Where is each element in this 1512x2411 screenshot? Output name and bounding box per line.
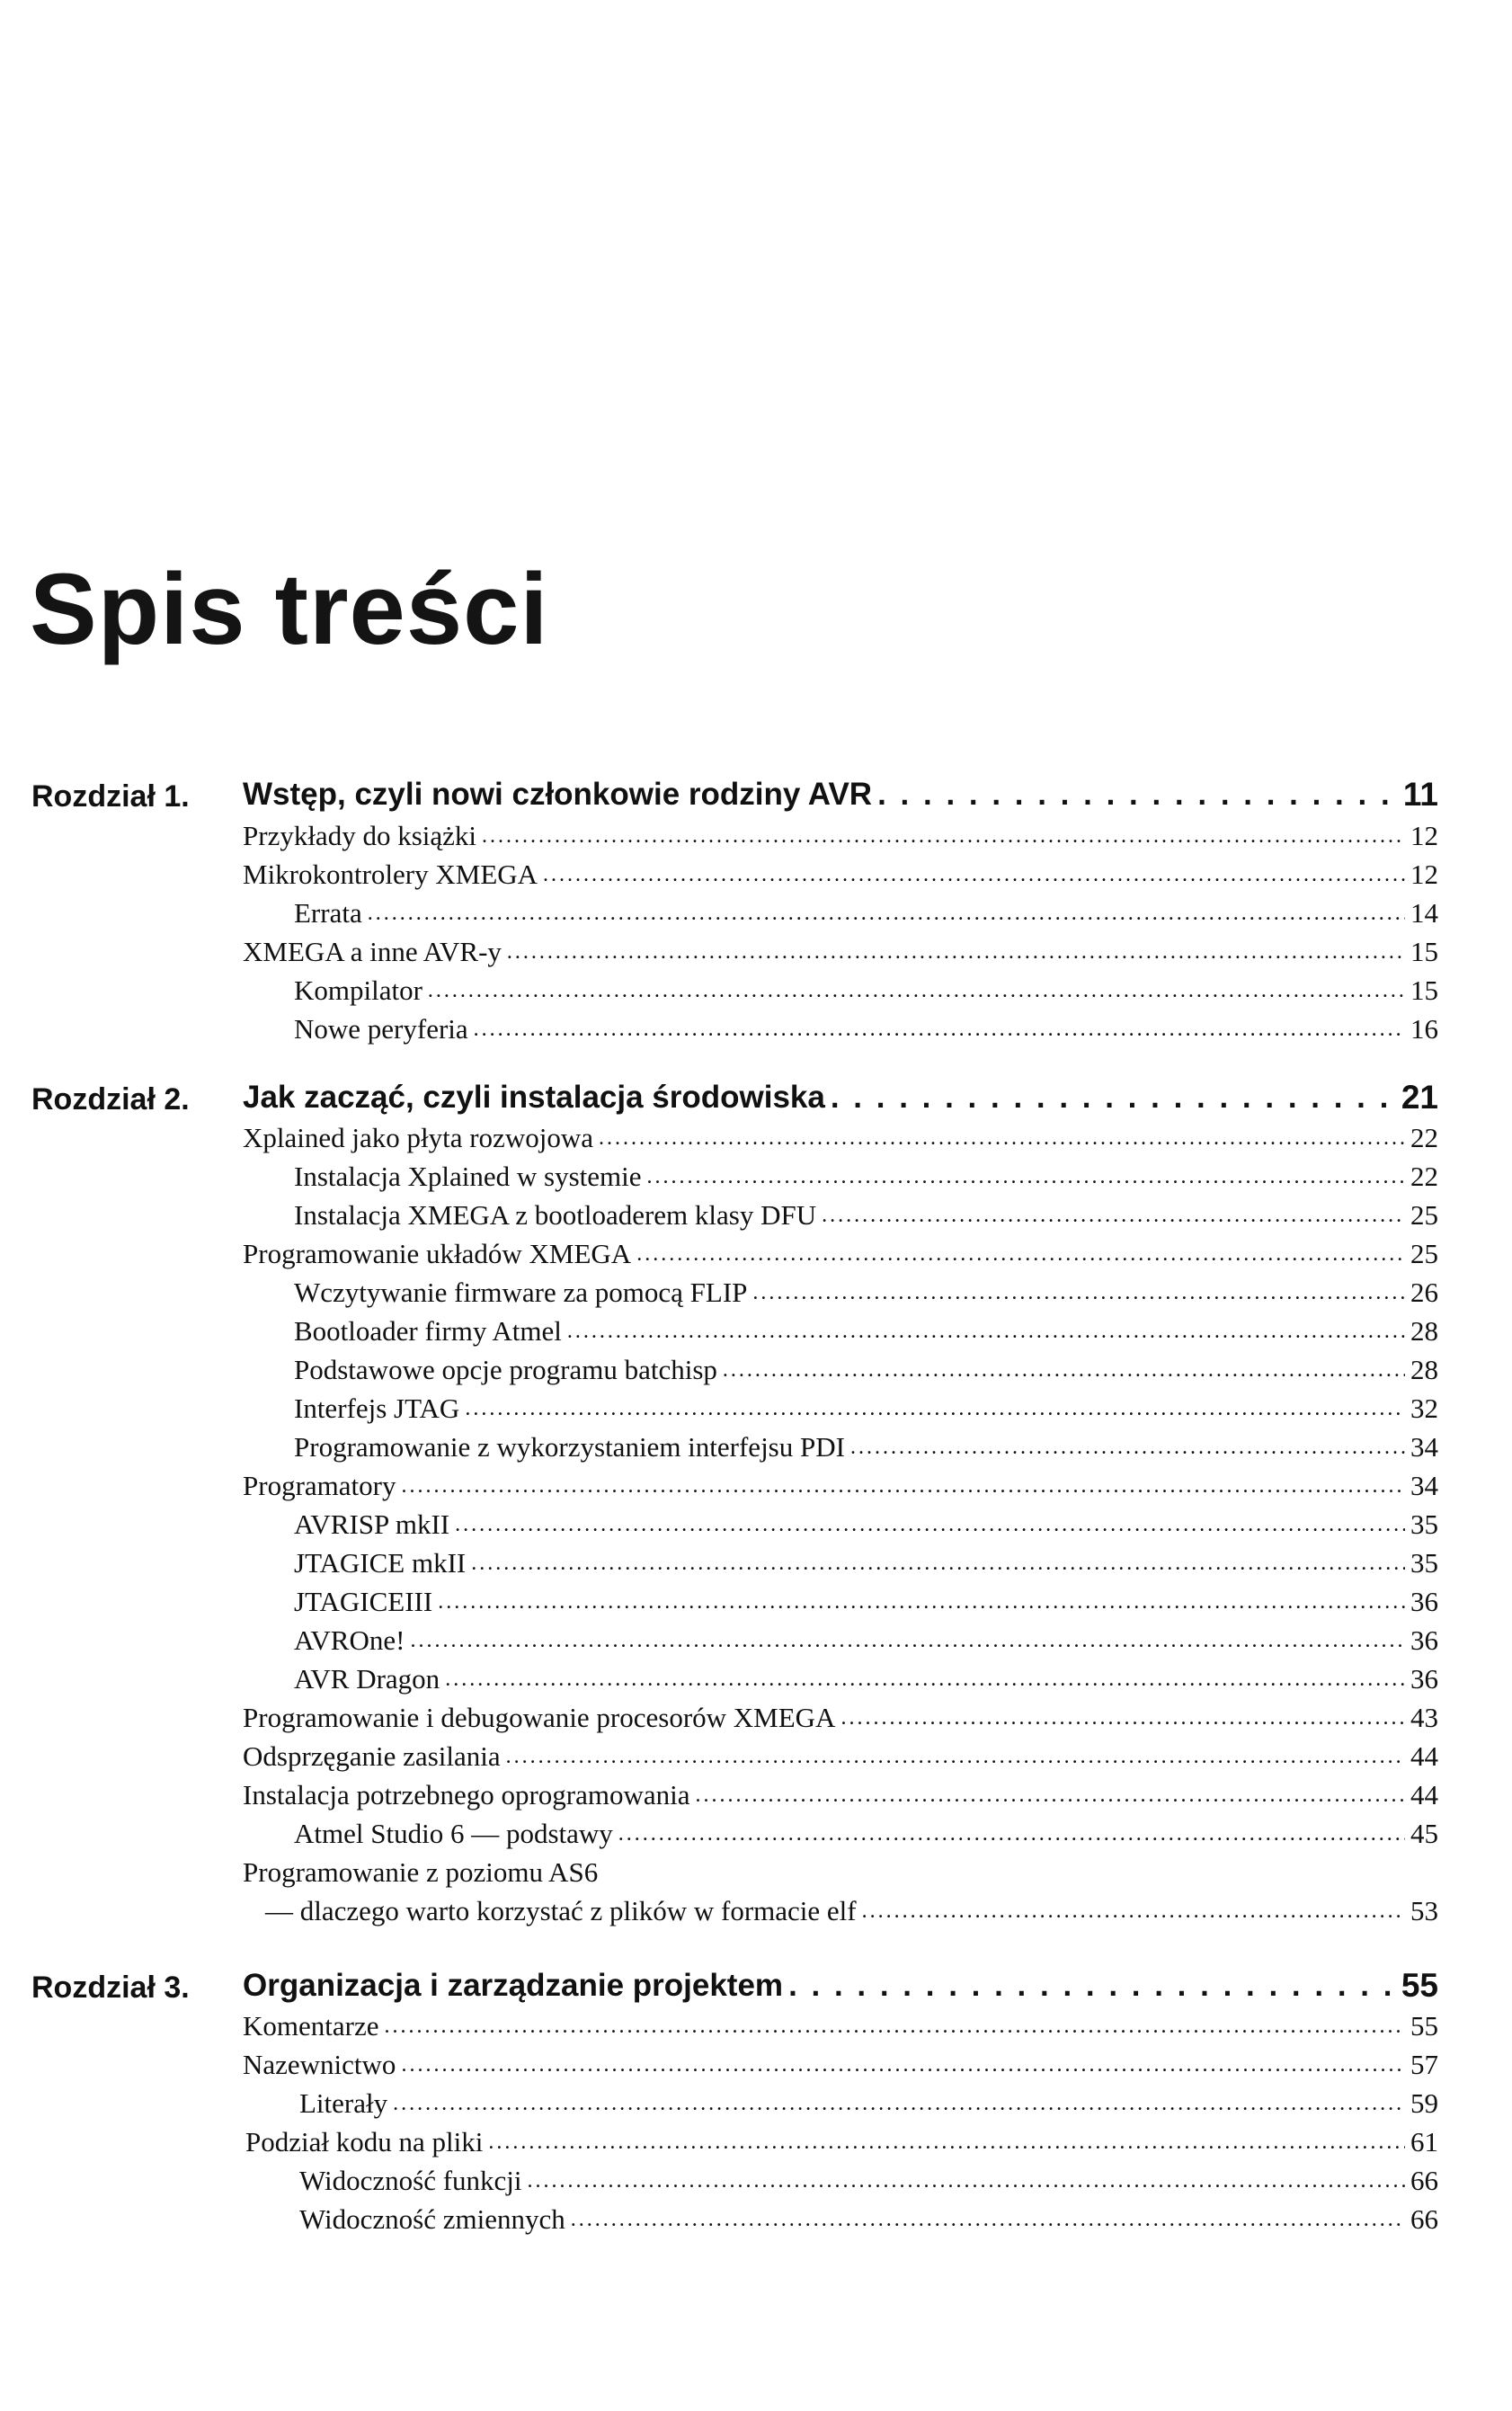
entry-title: Mikrokontrolery XMEGA [243, 859, 538, 890]
entry-title: Nowe peryferia [294, 1013, 468, 1045]
page-number: 44 [1410, 1779, 1438, 1810]
entry-title: AVROne! [294, 1624, 405, 1656]
dot-leader [445, 1659, 1405, 1699]
toc-entry[interactable] [294, 1312, 1438, 1351]
dot-leader [488, 2122, 1405, 2162]
chapter-heading[interactable] [243, 1078, 1438, 1117]
dot-leader [368, 894, 1405, 933]
page-number: 53 [1410, 1895, 1438, 1926]
toc-entry[interactable] [294, 1659, 1438, 1699]
toc-entry[interactable] [243, 2006, 1438, 2046]
page-number: 12 [1410, 859, 1438, 890]
dot-leader [428, 971, 1405, 1010]
entry-title: JTAGICE mkII [294, 1547, 467, 1579]
dot-leader [831, 1078, 1396, 1117]
dot-leader [877, 775, 1398, 814]
entry-title: Komentarze [243, 2010, 379, 2042]
toc-entry[interactable] [299, 2084, 1438, 2123]
toc-entry[interactable] [265, 1891, 1438, 1931]
dot-leader [599, 1118, 1405, 1158]
dot-leader [850, 1428, 1405, 1467]
toc-entry[interactable] [243, 816, 1438, 856]
page-number: 15 [1410, 936, 1438, 967]
toc-entry[interactable] [243, 1698, 1438, 1738]
toc-entry[interactable] [299, 2200, 1438, 2239]
dot-leader [618, 1814, 1405, 1854]
dot-leader [840, 1698, 1405, 1738]
page-number: 26 [1410, 1277, 1438, 1308]
page-number: 34 [1410, 1470, 1438, 1501]
dot-leader [384, 2006, 1405, 2046]
toc-entry[interactable] [294, 1621, 1438, 1660]
page-number: 57 [1410, 2049, 1438, 2080]
toc-entry[interactable] [294, 1814, 1438, 1854]
page-number: 28 [1410, 1315, 1438, 1347]
page-number: 15 [1410, 974, 1438, 1006]
chapter-label: Rozdział 2. [31, 1082, 190, 1117]
entry-title: AVR Dragon [294, 1663, 440, 1695]
entry-title: Programowanie układów XMEGA [243, 1238, 632, 1269]
entry-title: Programowanie i debugowanie procesorów XMEGA [243, 1702, 836, 1733]
page-number: 45 [1410, 1818, 1438, 1849]
toc-entry[interactable] [299, 2161, 1438, 2201]
dot-leader [571, 2200, 1405, 2239]
entry-title: Instalacja potrzebnego oprogramowania [243, 1779, 690, 1810]
entry-title: Errata [294, 897, 362, 929]
dot-leader [410, 1621, 1405, 1660]
entry-title: Atmel Studio 6 — podstawy [294, 1818, 613, 1849]
entry-title: Programowanie z wykorzystaniem interfejsu PDI [294, 1431, 845, 1463]
entry-title: Widoczność funkcji [299, 2165, 522, 2196]
entry-title: Programatory [243, 1470, 396, 1501]
entry-title: Instalacja Xplained w systemie [294, 1161, 642, 1192]
chapter-title: Organizacja i zarządzanie projektem [243, 1968, 784, 2003]
page-number: 55 [1401, 1967, 1438, 2004]
toc-entry[interactable] [294, 1505, 1438, 1544]
page-title: Spis treści [30, 553, 549, 665]
page-number: 22 [1410, 1161, 1438, 1192]
dot-leader [506, 1737, 1405, 1776]
entry-title: XMEGA a inne AVR-y [243, 936, 502, 967]
dot-leader [862, 1891, 1405, 1931]
chapter-heading[interactable] [243, 775, 1438, 814]
toc-entry[interactable] [294, 1428, 1438, 1467]
dot-leader [752, 1273, 1405, 1312]
page-number: 25 [1410, 1238, 1438, 1269]
page-number: 12 [1410, 820, 1438, 851]
page-number: 36 [1410, 1624, 1438, 1656]
dot-leader [401, 2045, 1405, 2085]
toc-entry[interactable] [294, 1544, 1438, 1583]
chapter-label: Rozdział 3. [31, 1971, 190, 2005]
toc-entry[interactable] [243, 2045, 1438, 2085]
entry-title: — dlaczego warto korzystać z plików w formacie elf [265, 1895, 857, 1926]
page-number: 34 [1410, 1431, 1438, 1463]
page-number: 16 [1410, 1013, 1438, 1045]
page-number: 36 [1410, 1586, 1438, 1617]
dot-leader [696, 1775, 1405, 1815]
dot-leader [567, 1312, 1405, 1351]
entry-title: Kompilator [294, 974, 422, 1006]
entry-title: Interfejs JTAG [294, 1392, 460, 1424]
page-number: 36 [1410, 1663, 1438, 1695]
dot-leader [482, 816, 1405, 856]
page-number: 32 [1410, 1392, 1438, 1424]
page-number: 22 [1410, 1122, 1438, 1153]
page-number: 35 [1410, 1547, 1438, 1579]
chapter-label: Rozdział 1. [31, 779, 190, 814]
chapter-heading[interactable] [243, 1966, 1438, 2006]
dot-leader [723, 1350, 1405, 1390]
toc-entry[interactable] [294, 894, 1438, 933]
toc-entry[interactable] [294, 1389, 1438, 1428]
entry-title: Widoczność zmiennych [299, 2203, 565, 2235]
dot-leader [438, 1582, 1405, 1622]
dot-leader [636, 1234, 1405, 1274]
page-number: 59 [1410, 2087, 1438, 2119]
page-number: 35 [1410, 1508, 1438, 1540]
toc-entry[interactable] [294, 971, 1438, 1010]
entry-title: Bootloader firmy Atmel [294, 1315, 562, 1347]
toc-entry[interactable] [245, 2122, 1438, 2162]
dot-leader [507, 932, 1405, 972]
entry-title: Wczytywanie firmware za pomocą FLIP [294, 1277, 748, 1308]
dot-leader [401, 1466, 1405, 1506]
toc-entry-first-line[interactable]: Programowanie z poziomu AS6 [243, 1856, 599, 1888]
entry-title: AVRISP mkII [294, 1508, 450, 1540]
toc-entry[interactable] [243, 1775, 1438, 1815]
page-number: 28 [1410, 1354, 1438, 1385]
entry-title: Xplained jako płyta rozwojowa [243, 1122, 593, 1153]
toc-entry[interactable] [294, 1273, 1438, 1312]
entry-title: Przykłady do książki [243, 820, 477, 851]
toc-entry[interactable] [243, 1737, 1438, 1776]
page-number: 14 [1410, 897, 1438, 929]
dot-leader [647, 1157, 1405, 1197]
page-number: 21 [1401, 1079, 1438, 1116]
dot-leader [465, 1389, 1405, 1428]
dot-leader [543, 855, 1405, 894]
dot-leader [822, 1196, 1405, 1235]
entry-title: Podstawowe opcje programu batchisp [294, 1354, 717, 1385]
dot-leader [788, 1966, 1396, 2006]
toc-entry[interactable] [294, 1010, 1438, 1049]
chapter-title: Wstęp, czyli nowi członkowie rodziny AVR [243, 777, 873, 812]
page-number: 11 [1402, 776, 1438, 813]
page-number: 43 [1410, 1702, 1438, 1733]
page-number: 55 [1410, 2010, 1438, 2042]
dot-leader [393, 2084, 1405, 2123]
entry-title: Podział kodu na pliki [245, 2126, 484, 2157]
dot-leader [528, 2161, 1405, 2201]
toc-entry[interactable] [243, 1118, 1438, 1158]
page-number: 66 [1410, 2165, 1438, 2196]
toc-entry[interactable] [294, 1582, 1438, 1622]
dot-leader [474, 1010, 1405, 1049]
toc-entry[interactable] [243, 932, 1438, 972]
toc-entry[interactable] [294, 1196, 1438, 1235]
entry-title: Instalacja XMEGA z bootloaderem klasy DFU [294, 1199, 817, 1231]
entry-title: Literały [299, 2087, 388, 2119]
toc-entry[interactable] [294, 1350, 1438, 1390]
entry-title: Odsprzęganie zasilania [243, 1740, 501, 1772]
dot-leader [455, 1505, 1405, 1544]
dot-leader [471, 1544, 1405, 1583]
page-number: 25 [1410, 1199, 1438, 1231]
page-number: 61 [1410, 2126, 1438, 2157]
entry-title: Nazewnictwo [243, 2049, 396, 2080]
chapter-title: Jak zacząć, czyli instalacja środowiska [243, 1080, 825, 1115]
toc-entry[interactable] [243, 1234, 1438, 1274]
entry-title: JTAGICEIII [294, 1586, 433, 1617]
toc-entry[interactable] [243, 855, 1438, 894]
page-number: 66 [1410, 2203, 1438, 2235]
toc-entry[interactable] [294, 1157, 1438, 1197]
toc-entry[interactable] [243, 1466, 1438, 1506]
page-number: 44 [1410, 1740, 1438, 1772]
